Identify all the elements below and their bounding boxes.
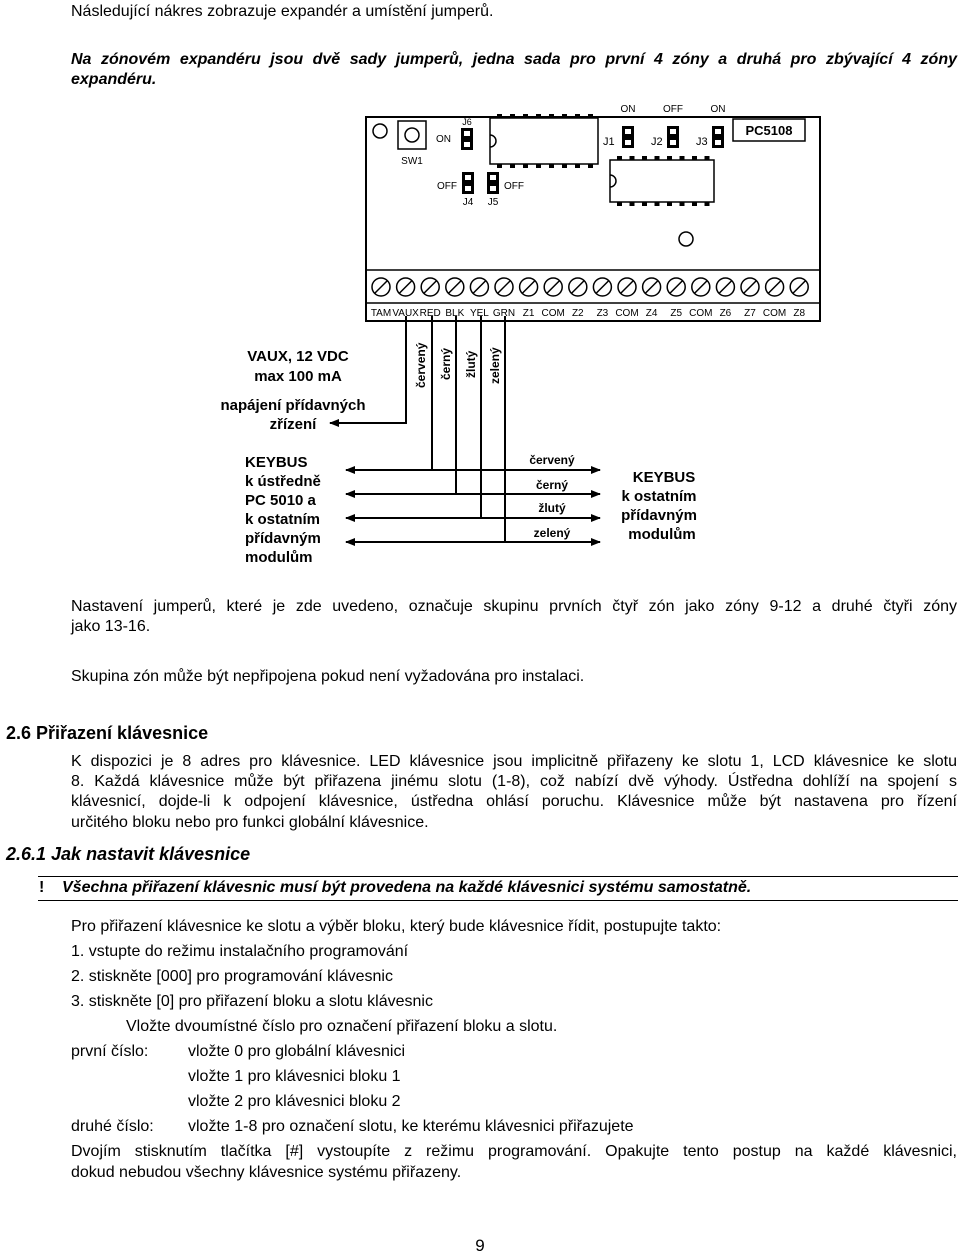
keybus-left-line: KEYBUS — [245, 454, 308, 471]
chip-pin — [667, 202, 672, 206]
expander-diagram — [0, 0, 960, 600]
j4-label: J4 — [462, 197, 474, 208]
vertical-wire-label: červený — [414, 342, 428, 388]
terminal-label: Z8 — [793, 308, 806, 319]
terminal-label: Z5 — [670, 308, 683, 319]
section-paragraph-line: klávesnicí, dojde-li k odpojení klávesnice, ústředna ohlásí poruchu. Klávesnice může být nastavena pro řízení — [71, 793, 957, 810]
keybus-left-line: PC 5010 a — [245, 492, 316, 509]
chip-pin — [655, 156, 660, 160]
terminal-label: COM — [762, 308, 787, 319]
group-text: Skupina zón může být nepřipojena pokud není vyžadována pro instalaci. — [71, 668, 585, 685]
jumper-text-line-1: Nastavení jumperů, které je zde uvedeno, označuje skupinu prvních čtyř zón jako zóny 9-12 a druhé čtyři zóny — [71, 598, 957, 615]
power-label-1: napájení přídavných — [220, 397, 366, 414]
j5-off-label: OFF — [504, 181, 524, 192]
power-label-2: zřízení — [269, 416, 317, 433]
j3-label: J3 — [696, 136, 708, 148]
chip-pin — [588, 164, 593, 168]
chip-pin — [642, 202, 647, 206]
chip-pin — [680, 156, 685, 160]
note-line-2: expandéru. — [71, 71, 157, 88]
keybus-right-line: přídavným — [621, 507, 697, 524]
vaux-label-1: VAUX, 12 VDC — [247, 348, 349, 365]
chip-pin — [562, 164, 567, 168]
horizontal-wire-label: zelený — [533, 526, 571, 540]
step-item: 2. stiskněte [000] pro programování klávesnic — [71, 968, 393, 985]
j1-label: J1 — [603, 136, 615, 148]
j4-off-label: OFF — [437, 181, 457, 192]
subsection-title: 2.6.1 Jak nastavit klávesnice — [6, 844, 251, 864]
terminal-label: COM — [689, 308, 713, 319]
j2-label: J2 — [651, 136, 663, 148]
keybus-right-line: modulům — [628, 526, 696, 543]
vertical-wire-label: žlutý — [464, 350, 478, 378]
terminal-label: Z7 — [744, 308, 756, 319]
step-item: 1. vstupte do režimu instalačního programování — [71, 943, 409, 960]
chip-pin — [510, 114, 515, 118]
closing-line-2: dokud nebudou všechny klávesnice systému přiřazeny. — [71, 1164, 462, 1181]
sw1-label: SW1 — [401, 156, 423, 167]
section-paragraph-line: K dispozici je 8 adres pro klávesnice. LED klávesnice jsou implicitně přiřazeny ke slotu 1, LCD klávesnice ke slotu — [71, 753, 957, 770]
enter-code-text: Vložte dvoumístné číslo pro označení přiřazení bloku a slotu. — [126, 1018, 558, 1035]
chip-pin — [680, 202, 685, 206]
terminal-label: Z6 — [719, 308, 732, 319]
vertical-wire-label: zelený — [488, 347, 502, 384]
j2-top-label: OFF — [663, 104, 683, 115]
second-digit-option: vložte 1-8 pro označení slotu, ke kterému klávesnici přiřazujete — [188, 1118, 634, 1135]
terminal-label: VAUX — [392, 308, 419, 319]
terminal-label: COM — [615, 308, 639, 319]
sw1-switch — [398, 121, 426, 149]
chip-pin — [549, 164, 554, 168]
first-digit-option: vložte 1 pro klávesnici bloku 1 — [188, 1068, 401, 1085]
terminal-label: RED — [419, 308, 441, 319]
jumper-text-line-2: jako 13-16. — [71, 618, 151, 635]
page-number: 9 — [475, 1236, 485, 1255]
chip-pin — [692, 202, 697, 206]
section-paragraph-line: 8. Každá klávesnice může být přiřazena jinému slotu (1-8), což nabízí dvě výhody. Ústředna dohlíží na spojení s — [71, 773, 957, 790]
terminal-label: Z1 — [522, 308, 535, 319]
horizontal-wire-label: černý — [535, 478, 569, 492]
terminal-label: TAM — [370, 308, 392, 319]
chip-pin — [497, 114, 502, 118]
chip-pin — [705, 156, 710, 160]
chip-pin — [692, 156, 697, 160]
chip-pin — [655, 202, 660, 206]
terminal-label: Z2 — [571, 308, 584, 319]
chip-pin — [630, 202, 635, 206]
chip-pin — [497, 164, 502, 168]
chip-pin — [617, 202, 622, 206]
horizontal-wire-label: červený — [529, 453, 575, 467]
warning-top-rule — [38, 876, 958, 877]
keybus-left-line: modulům — [245, 549, 313, 566]
chip-pin — [562, 114, 567, 118]
keybus-left-line: přídavným — [245, 530, 321, 547]
terminal-label: COM — [541, 308, 565, 319]
keybus-right-line: KEYBUS — [632, 469, 696, 486]
chip-pin — [617, 156, 622, 160]
terminal-label: Z4 — [645, 308, 658, 319]
chip-pin — [588, 114, 593, 118]
warning-icon: ! — [39, 879, 45, 896]
horizontal-wire-label: žlutý — [538, 501, 566, 515]
vaux-label-2: max 100 mA — [254, 368, 342, 385]
chip-pin — [575, 164, 580, 168]
chip-pin — [549, 114, 554, 118]
first-digit-label: první číslo: — [71, 1043, 149, 1060]
keybus-left-line: k ostatním — [245, 511, 321, 528]
terminal-label: BLK — [445, 308, 465, 319]
section-title: 2.6 Přiřazení klávesnice — [6, 723, 209, 743]
j5-label: J5 — [487, 197, 499, 208]
chip-pin — [642, 156, 647, 160]
closing-line-1: Dvojím stisknutím tlačítka [#] vystoupíte z režimu programování. Opakujte tento postup na každé klávesnici, — [71, 1143, 957, 1160]
note-line-1: Na zónovém expandéru jsou dvě sady jumperů, jedna sada pro první 4 zóny a druhá pro zbývající 4 zóny — [71, 51, 957, 68]
intro-text: Následující nákres zobrazuje expandér a umístění jumperů. — [71, 3, 494, 20]
terminal-label: GRN — [492, 308, 516, 319]
j6-label: J6 — [462, 117, 472, 127]
procedure-intro: Pro přiřazení klávesnice ke slotu a výběr bloku, který bude klávesnice řídit, postupujte takto: — [71, 918, 722, 935]
board-name: PC5108 — [745, 123, 793, 138]
chip-pin — [536, 164, 541, 168]
chip-pin — [705, 202, 710, 206]
second-digit-label: druhé číslo: — [71, 1118, 154, 1135]
chip-pin — [523, 164, 528, 168]
keybus-right-line: k ostatním — [621, 488, 697, 505]
keybus-left-line: k ústředně — [245, 473, 321, 490]
terminal-label: YEL — [469, 308, 489, 319]
terminal-label: Z3 — [596, 308, 609, 319]
chip-pin — [536, 114, 541, 118]
warning-text: Všechna přiřazení klávesnic musí být provedena na každé klávesnici systému samostatně. — [62, 879, 752, 896]
chip-pin — [667, 156, 672, 160]
step-item: 3. stiskněte [0] pro přiřazení bloku a slotu klávesnic — [71, 993, 433, 1010]
j1-top-label: ON — [620, 104, 636, 115]
ic-chip-top — [490, 118, 598, 164]
section-paragraph-line: určitého bloku nebo pro funkci globální klávesnice. — [71, 814, 429, 831]
first-digit-option: vložte 0 pro globální klávesnici — [188, 1043, 406, 1060]
j3-top-label: ON — [710, 104, 726, 115]
ic-chip-bottom — [610, 160, 714, 202]
first-digit-option: vložte 2 pro klávesnici bloku 2 — [188, 1093, 401, 1110]
chip-pin — [523, 114, 528, 118]
warning-bottom-rule — [38, 900, 958, 901]
chip-pin — [510, 164, 515, 168]
j6-on-label: ON — [436, 134, 451, 145]
vertical-wire-label: černý — [439, 347, 453, 380]
chip-pin — [630, 156, 635, 160]
chip-pin — [575, 114, 580, 118]
